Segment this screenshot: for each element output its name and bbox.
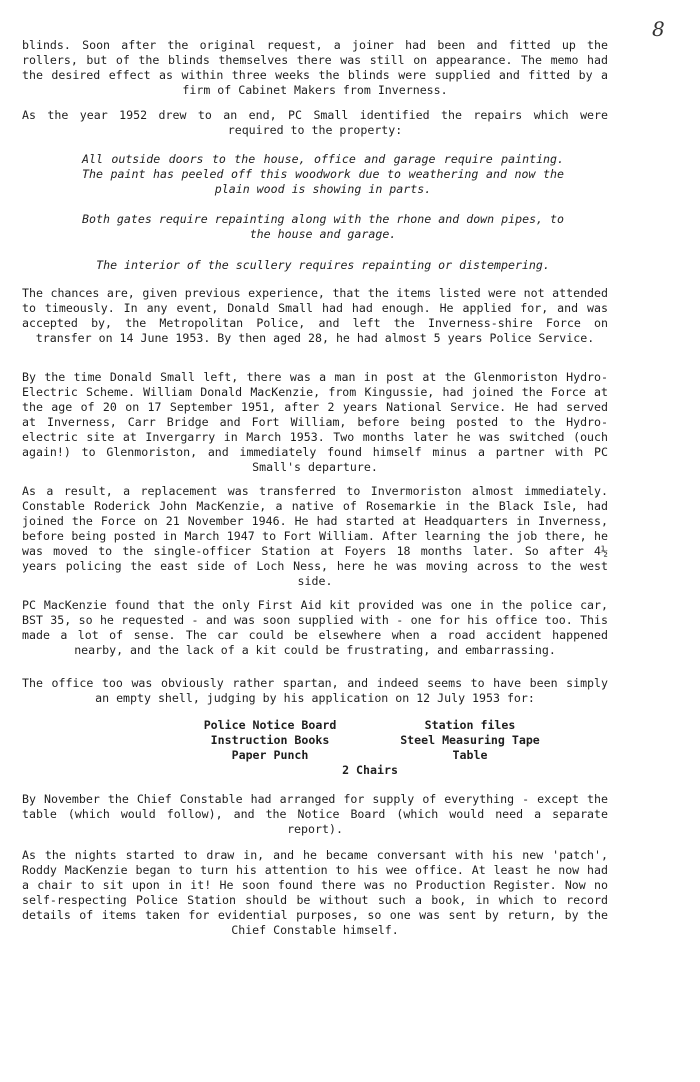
office-item: 2 Chairs (342, 763, 398, 777)
repair-item-gates: Both gates require repainting along with the rhone and down pipes, to the house and garage. (82, 212, 564, 241)
list-item (160, 748, 580, 763)
office-item: Steel Measuring Tape (400, 733, 540, 747)
paragraph-blinds: blinds. Soon after the original request, a joiner had been and fitted up the rollers, but of the blinds themselves there was still on appearance. The memo had the desired effect as within three weeks the blinds were supplied and fitted by a firm of Cabinet Makers from Inverness. (22, 38, 608, 97)
list-item (160, 733, 580, 748)
paragraph-repairs-intro: As the year 1952 drew to an end, PC Small identified the repairs which were required to the property: (22, 108, 608, 137)
office-item: Station files (424, 718, 516, 732)
page-number: 8 (652, 17, 665, 41)
office-item: Paper Punch (231, 748, 309, 762)
paragraph-roderick-mackenzie: As a result, a replacement was transferred to Invermoriston almost immediately. Constable Roderick John MacKenzie, a native of Rosemarkie in the Black Isle, had joined the Force on 21 November 1946. He had started at Headquarters in Inverness, before being posted in March 1947 to Fort William. After learning the job there, he was moved to the single-officer Station at Foyers 18 months later. So after 4½ years policing the east side of Loch Ness, here he was moving across to the west side. (22, 484, 608, 588)
paragraph-william-mackenzie: By the time Donald Small left, there was a man in post at the Glenmoriston Hydro-Electric Scheme. William Donald MacKenzie, from Kingussie, had joined the Force at the age of 20 on 17 September 1951, after 2 years National Service. He had served at Inverness, Carr Bridge and Fort William, before being posted to the Hydro-electric site at Invergarry in March 1953. Two months later he was switched (ouch again!) to Glenmoriston, and immediately found himself minus a partner with PC Small's departure. (22, 370, 608, 474)
office-item: Police Notice Board (203, 718, 337, 732)
paragraph-office-spartan: The office too was obviously rather spartan, and indeed seems to have been simply an empty shell, judging by his application on 12 July 1953 for: (22, 676, 608, 705)
paragraph-first-aid: PC MacKenzie found that the only First Aid kit provided was one in the police car, BST 35, so he requested - and was soon supplied with - one for his office too. This made a lot of sense. The car could be elsewhere when a road accident happened nearby, and the lack of a kit could be frustrating, and embarrassing. (22, 598, 608, 657)
paragraph-november-supply: By November the Chief Constable had arranged for supply of everything - except the table (which would follow), and the Notice Board (which would need a separate report). (22, 792, 608, 836)
office-item: Table (452, 748, 488, 762)
list-item (160, 718, 580, 733)
repair-item-scullery: The interior of the scullery requires repainting or distempering. (96, 258, 550, 272)
paragraph-production-register: As the nights started to draw in, and he became conversant with his new 'patch', Roddy MacKenzie began to turn his attention to his wee office. At least he now had a chair to sit upon in it! He soon found there was no Production Register. Now no self-respecting Police Station should be without such a book, in which to record details of items taken for evidential purposes, so one was sent by return, by the Chief Constable himself. (22, 848, 608, 937)
paragraph-donald-small: The chances are, given previous experience, that the items listed were not attended to timeously. In any event, Donald Small had had enough. He applied for, and was accepted by, the Metropolitan Police, and left the Inverness-shire Force on transfer on 14 June 1953. By then aged 28, he had almost 5 years Police Service. (22, 286, 608, 345)
repair-item-doors: All outside doors to the house, office and garage require painting. The paint has peeled off this woodwork due to weathering and now the plain wood is showing in parts. (82, 152, 564, 196)
office-items-list (160, 718, 580, 778)
list-item (160, 763, 580, 778)
office-item: Instruction Books (210, 733, 330, 747)
